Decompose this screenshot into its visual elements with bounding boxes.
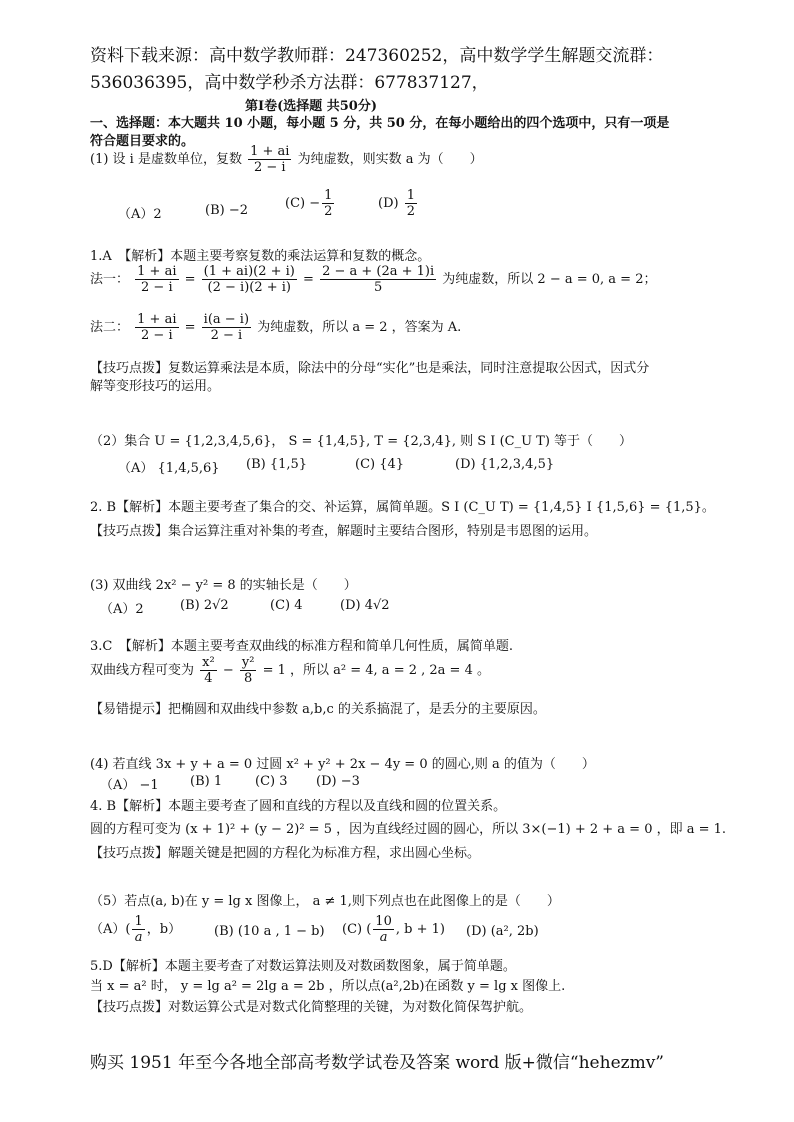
q1-stem bbox=[90, 144, 483, 175]
q4-answer: 4. B【解析】本题主要考查了圆和直线的方程以及直线和圆的位置关系。 bbox=[90, 799, 507, 814]
q1-stem-post: 为纯虚数，则实数 a 为（ ） bbox=[297, 152, 483, 167]
q4-tip: 【技巧点拨】解题关键是把圆的方程化为标准方程，求出圆心坐标。 bbox=[90, 846, 481, 861]
q1-m2-f2-den: 2 − i bbox=[210, 328, 243, 343]
q3-option-c: (C) 4 bbox=[270, 598, 303, 613]
q1-method-2: 法二： $\frac{1 + ai}{2 - i}$ = $\frac{i(a - i)}{2 - i}$ 为纯虚数，所以 a = 2 ，答案为 A. bbox=[90, 312, 462, 343]
q5-option-a bbox=[90, 914, 181, 945]
q5-option-a-fraction bbox=[132, 914, 144, 945]
q1-option-d-fraction bbox=[405, 188, 417, 219]
q1-m1-fraction-3 bbox=[320, 264, 436, 295]
q3-eq-f2-den: 8 bbox=[244, 671, 253, 686]
q1-tip-2: 解等变形技巧的运用。 bbox=[90, 379, 221, 394]
q1-m2-f2-num: i(a − i) bbox=[203, 312, 250, 327]
q5-tip: 【技巧点拨】对数运算公式是对数式化简整理的关键，为对数化简保驾护航。 bbox=[90, 1000, 533, 1015]
q5-step: 当 x = a² 时， y = lg a² = 2lg a = 2b ，所以点(a²,2b)在函数 y = lg x 图像上. bbox=[90, 979, 566, 994]
q4-option-b: (B) 1 bbox=[190, 774, 223, 789]
q1-answer: 1.A 【解析】本题主要考察复数的乘法运算和复数的概念。 bbox=[90, 249, 431, 264]
q1-m1-f3-den: 5 bbox=[373, 280, 383, 295]
q1-m1-f2-den: (2 − i)(2 + i) bbox=[207, 280, 292, 295]
q4-step: 圆的方程可变为 (x + 1)² + (y − 2)² = 5 ，因为直线经过圆的圆心，所以 3×(−1) + 2 + a = 0 ，即 a = 1. bbox=[90, 822, 727, 837]
q4-option-c: (C) 3 bbox=[255, 774, 288, 789]
q1-option-d-num: 1 bbox=[406, 188, 415, 203]
footer-promo: 购买 1951 年至今各地全部高考数学试卷及答案 word 版+微信“hehezmv” bbox=[90, 1053, 664, 1073]
q1-m1-f1-den: 2 − i bbox=[141, 280, 173, 295]
q1-option-b: (B) −2 bbox=[205, 203, 248, 218]
q5-option-c-den: a bbox=[379, 930, 388, 945]
q3-equation-pre: 双曲线方程可变为 bbox=[90, 663, 195, 678]
q3-option-d: (D) 4√2 bbox=[340, 598, 390, 613]
q1-fraction-den: 2 − i bbox=[254, 160, 286, 175]
q3-tip: 【易错提示】把椭圆和双曲线中参数 a,b,c 的关系搞混了，是丢分的主要原因。 bbox=[90, 702, 546, 717]
q5-option-a-den: a bbox=[134, 930, 143, 945]
q2-option-b: (B) {1,5} bbox=[246, 457, 308, 472]
section-instructions-1: 一、选择题：本大题共 10 小题，每小题 5 分，共 50 分，在每小题给出的四个选项中，只有一项是 bbox=[90, 116, 670, 131]
q2-answer: 2. B【解析】本题主要考查了集合的交、补运算，属简单题。S Ⅰ (C_U T) = {1,4,5} Ⅰ {1,5,6} = {1,5}。 bbox=[90, 500, 715, 515]
q1-option-c-sign: − bbox=[309, 196, 321, 211]
q1-tip-1: 【技巧点拨】复数运算乘法是本质，除法中的分母“实化”也是乘法，同时注意提取公因式，因式分 bbox=[90, 361, 650, 376]
q2-stem: （2）集合 U = {1,2,3,4,5,6}， S = {1,4,5}, T = {2,3,4}, 则 S Ⅰ (C_U T) 等于（ ） bbox=[90, 434, 633, 449]
q5-option-d: (D) (a², 2b) bbox=[466, 924, 539, 939]
q5-option-a-pre: （A）( bbox=[90, 922, 131, 937]
q1-method-1: 法一： $\frac{1 + ai}{2 - i}$ = $\frac{(1 + ai)(2 + i)}{(2 - i)(2 + i)}$ = $\frac{2 - a + (2a + 1)i}{5}$ 为纯虚数，所以 2 − a = 0, a = 2； bbox=[90, 264, 657, 295]
q1-method-1-tail: 为纯虚数，所以 2 − a = 0, a = 2； bbox=[442, 272, 657, 287]
q1-option-a: （A）2 bbox=[118, 207, 162, 222]
q1-option-c-num: 1 bbox=[324, 188, 333, 203]
q4-option-a: （A） −1 bbox=[100, 778, 159, 793]
q1-m2-f1-num: 1 + ai bbox=[137, 312, 177, 327]
q3-eq-f1-num: x² bbox=[202, 655, 215, 670]
q3-equation-fraction-1 bbox=[200, 655, 217, 686]
q1-m2-fraction-2 bbox=[202, 312, 251, 343]
q5-answer: 5.D【解析】本题主要考查了对数运算法则及对数函数图象，属于简单题。 bbox=[90, 959, 516, 974]
q1-m2-f1-den: 2 − i bbox=[141, 328, 173, 343]
q1-fraction-num: 1 + ai bbox=[250, 144, 290, 159]
q3-stem: (3) 双曲线 2x² − y² = 8 的实轴长是（ ） bbox=[90, 578, 357, 593]
q3-equation-post: = 1 ，所以 a² = 4, a = 2 , 2a = 4 。 bbox=[262, 663, 490, 678]
q1-method-2-label: 法二： bbox=[90, 320, 130, 335]
q1-option-d-den: 2 bbox=[406, 204, 415, 219]
q3-eq-f2-num: y² bbox=[241, 655, 255, 670]
q1-m1-fraction-2 bbox=[202, 264, 297, 295]
q1-m1-f1-num: 1 + ai bbox=[137, 264, 177, 279]
q1-option-c-label: (C) bbox=[285, 196, 306, 211]
q4-option-d: (D) −3 bbox=[316, 774, 360, 789]
q2-option-c: (C) {4} bbox=[355, 457, 405, 472]
q1-option-c-fraction bbox=[322, 188, 334, 219]
q3-option-a: （A）2 bbox=[100, 602, 144, 617]
q3-answer: 3.C 【解析】本题主要考查双曲线的标准方程和简单几何性质，属简单题. bbox=[90, 639, 513, 654]
q1-m2-fraction-1 bbox=[135, 312, 178, 343]
q1-option-c bbox=[285, 188, 336, 219]
q1-option-d-label: (D) bbox=[378, 196, 399, 211]
q5-stem: （5）若点(a, b)在 y = lg x 图像上， a ≠ 1,则下列点也在此图像上的是（ ） bbox=[90, 894, 560, 909]
q1-fraction bbox=[248, 144, 291, 175]
q5-option-a-num: 1 bbox=[134, 914, 143, 929]
q5-option-c-pre: (C) ( bbox=[342, 922, 372, 937]
section-instructions-2: 符合题目要求的。 bbox=[90, 134, 195, 149]
q5-option-c-fraction bbox=[373, 914, 394, 945]
q5-option-c-post: , b + 1) bbox=[395, 922, 445, 937]
q1-option-d bbox=[378, 188, 419, 219]
q2-option-d: (D) {1,2,3,4,5} bbox=[455, 457, 555, 472]
q2-tip: 【技巧点拨】集合运算注重对补集的考查，解题时主要结合图形，特别是韦恩图的运用。 bbox=[90, 524, 598, 539]
q3-equation-fraction-2 bbox=[240, 655, 257, 686]
q3-option-b: (B) 2√2 bbox=[180, 598, 229, 613]
q1-method-1-label: 法一： bbox=[90, 272, 130, 287]
q3-equation bbox=[90, 655, 490, 686]
header-line-1: 资料下载来源：高中数学教师群：247360252，高中数学学生解题交流群： bbox=[90, 46, 664, 66]
q3-eq-f1-den: 4 bbox=[204, 671, 213, 686]
q5-option-a-post: ，b） bbox=[146, 922, 182, 937]
q5-option-c-num: 10 bbox=[375, 914, 392, 929]
q1-m1-f3-num: 2 − a + (2a + 1)i bbox=[322, 264, 435, 279]
q1-stem-pre: (1) 设 i 是虚数单位，复数 bbox=[90, 152, 242, 167]
q2-option-a: （A） {1,4,5,6} bbox=[118, 461, 220, 476]
q5-option-b: (B) (10 a , 1 − b) bbox=[214, 924, 325, 939]
header-line-2: 536036395，高中数学秒杀方法群：677837127， bbox=[90, 73, 489, 93]
q5-option-c bbox=[342, 914, 445, 945]
q4-stem: (4) 若直线 3x + y + a = 0 过圆 x² + y² + 2x − 4y = 0 的圆心,则 a 的值为（ ） bbox=[90, 757, 595, 772]
section-title: 第Ⅰ卷(选择题 共50分) bbox=[245, 99, 377, 114]
q1-method-2-tail: 为纯虚数，所以 a = 2 ，答案为 A. bbox=[257, 320, 462, 335]
q3-equation-minus: − bbox=[222, 663, 234, 678]
q1-m1-f2-num: (1 + ai)(2 + i) bbox=[203, 264, 295, 279]
q1-m1-fraction-1 bbox=[135, 264, 178, 295]
q1-option-c-den: 2 bbox=[324, 204, 333, 219]
